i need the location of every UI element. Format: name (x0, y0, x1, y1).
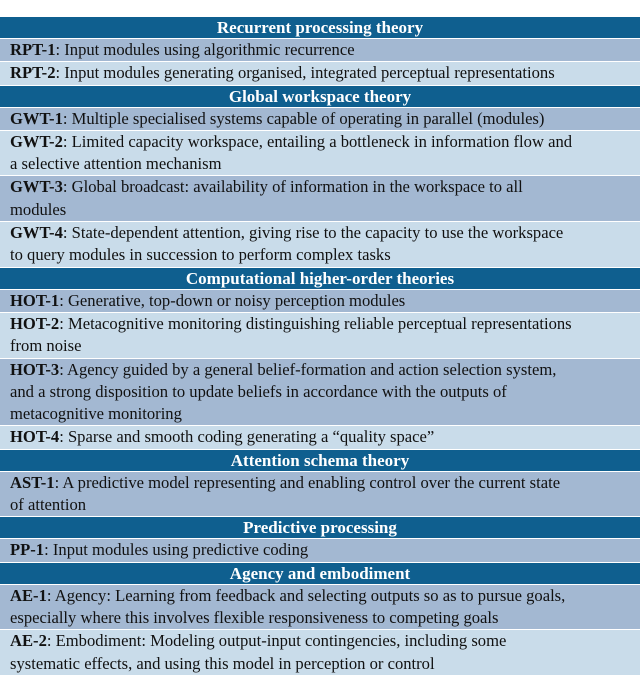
indicator-description: : Metacognitive monitoring distinguishing reliable perceptual representations (59, 313, 572, 333)
row-line (10, 176, 630, 198)
table-row (0, 222, 640, 268)
table-row (0, 426, 640, 449)
row-line (10, 335, 630, 357)
row-line (10, 653, 630, 675)
indicator-description: : Input modules generating organised, integrated perceptual representations (55, 63, 555, 83)
row-line (10, 290, 630, 312)
indicator-code: RPT-2 (10, 63, 56, 83)
section-header: Global workspace theory (0, 86, 640, 108)
indicator-description: : Input modules using algorithmic recurrence (55, 40, 355, 59)
indicator-description: : Limited capacity workspace, entailing a bottleneck in information flow and (62, 131, 573, 151)
row-line (10, 39, 630, 61)
indicator-properties-table (0, 17, 640, 676)
indicator-description: : Global broadcast: availability of information in the workspace to all (62, 177, 523, 197)
row-line (10, 630, 630, 652)
table-row (0, 359, 640, 427)
indicator-description: to query modules in succession to perform complex tasks (10, 245, 391, 265)
row-line (10, 222, 630, 244)
indicator-code: GWT-4 (10, 223, 63, 243)
indicator-description: : A predictive model representing and enabling control over the current state (54, 472, 561, 492)
indicator-description: a selective attention mechanism (10, 154, 222, 174)
indicator-description: metacognitive monitoring (10, 404, 182, 424)
table-row (0, 108, 640, 131)
row-line (10, 539, 630, 561)
indicator-description: and a strong disposition to update beliefs in accordance with the outputs of (10, 381, 507, 401)
indicator-code: HOT-2 (10, 313, 60, 333)
table-row (0, 472, 640, 518)
indicator-code: HOT-1 (10, 290, 60, 310)
row-line (10, 359, 630, 381)
indicator-description: : Input modules using predictive coding (44, 540, 309, 560)
table-row (0, 313, 640, 359)
row-line (10, 585, 630, 607)
indicator-code: GWT-1 (10, 108, 63, 128)
table-row (0, 585, 640, 631)
table-row (0, 131, 640, 177)
indicator-description: : Agency guided by a general belief-formation and action selection system, (59, 359, 557, 379)
section-header: Computational higher-order theories (0, 268, 640, 290)
indicator-code: GWT-2 (10, 131, 63, 151)
indicator-code: RPT-1 (10, 40, 56, 59)
table-row (0, 62, 640, 85)
indicator-description: : Multiple specialised systems capable of operating in parallel (modules) (62, 108, 545, 128)
indicator-description: : Sparse and smooth coding generating a “quality space” (59, 427, 435, 447)
row-line (10, 244, 630, 266)
table-row (0, 39, 640, 62)
row-line (10, 494, 630, 516)
indicator-description: : State-dependent attention, giving rise to the capacity to use the workspace (62, 223, 564, 243)
indicator-description: modules (10, 199, 67, 219)
section-header: Agency and embodiment (0, 563, 640, 585)
indicator-code: GWT-3 (10, 177, 63, 197)
indicator-description: : Embodiment: Modeling output-input contingencies, including some (46, 631, 507, 651)
row-line (10, 472, 630, 494)
section-header: Recurrent processing theory (0, 17, 640, 39)
table-row (0, 290, 640, 313)
row-line (10, 62, 630, 84)
indicator-description: especially where this involves flexible responsiveness to competing goals (10, 607, 499, 627)
indicator-description: from noise (10, 336, 82, 356)
row-line (10, 403, 630, 425)
table-row (0, 630, 640, 676)
indicator-code: AST-1 (10, 472, 55, 492)
indicator-code: PP-1 (10, 540, 45, 560)
indicator-description: : Generative, top-down or noisy perception modules (59, 290, 406, 310)
row-line (10, 199, 630, 221)
row-line (10, 108, 630, 130)
indicator-description: : Agency: Learning from feedback and selecting outputs so as to pursue goals, (46, 585, 566, 605)
row-line (10, 607, 630, 629)
section-header: Predictive processing (0, 517, 640, 539)
table-row (0, 539, 640, 562)
indicator-code: AE-2 (10, 631, 47, 651)
table-row (0, 176, 640, 222)
indicator-description: systematic effects, and using this model in perception or control (10, 653, 435, 673)
row-line (10, 153, 630, 175)
row-line (10, 381, 630, 403)
row-line (10, 313, 630, 335)
indicator-code: AE-1 (10, 585, 47, 605)
row-line (10, 131, 630, 153)
row-line (10, 426, 630, 448)
indicator-code: HOT-4 (10, 427, 60, 447)
indicator-description: of attention (10, 495, 87, 515)
section-header: Attention schema theory (0, 450, 640, 472)
indicator-code: HOT-3 (10, 359, 60, 379)
